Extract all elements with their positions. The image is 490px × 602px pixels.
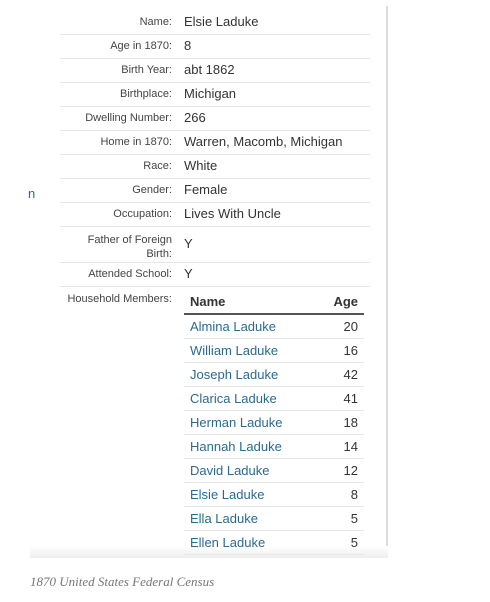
table-row: [184, 411, 364, 435]
household-label: Household Members:: [67, 293, 172, 305]
field-row-gender: [60, 178, 370, 203]
member-age: 18: [315, 411, 364, 435]
field-row-age: [60, 34, 370, 59]
source-collection-title: 1870 United States Federal Census: [30, 574, 215, 589]
member-name-link[interactable]: Elsie Laduke: [190, 487, 265, 502]
member-name-link[interactable]: Clarica Laduke: [190, 391, 277, 406]
panel-divider: [386, 6, 388, 558]
field-value: 8: [184, 38, 192, 53]
field-label: Home in 1870:: [100, 136, 172, 148]
table-row: [184, 387, 364, 411]
field-label: Gender:: [132, 184, 172, 196]
field-value: Elsie Laduke: [184, 14, 259, 29]
member-age: 5: [315, 531, 364, 555]
member-age: 5: [315, 507, 364, 531]
field-row-occupation: [60, 202, 370, 227]
member-age: 20: [315, 314, 364, 339]
member-name-link[interactable]: Ellen Laduke: [190, 535, 266, 550]
member-age: 41: [315, 387, 364, 411]
field-label: Age in 1870:: [110, 40, 172, 52]
table-row: [184, 435, 364, 459]
table-row: [184, 531, 364, 555]
member-name-link[interactable]: David Laduke: [190, 463, 270, 478]
table-header-row: [184, 290, 364, 314]
member-name-link[interactable]: Ella Laduke: [190, 511, 258, 526]
field-label: Birth Year:: [121, 64, 172, 76]
field-value: 266: [184, 110, 206, 125]
field-row-birthplace: [60, 82, 370, 107]
member-age: 12: [315, 459, 364, 483]
member-name-link[interactable]: Herman Laduke: [190, 415, 283, 430]
field-label: Race:: [143, 160, 172, 172]
table-row: [184, 339, 364, 363]
field-label: Birthplace:: [120, 88, 172, 100]
member-age: 42: [315, 363, 364, 387]
member-name-link[interactable]: Almina Laduke: [190, 319, 276, 334]
field-row-dwelling: [60, 106, 370, 131]
field-row-father-foreign: [60, 226, 370, 263]
table-row: [184, 507, 364, 531]
field-row-name: [60, 10, 370, 35]
field-label: Name:: [139, 16, 172, 28]
field-row-race: [60, 154, 370, 179]
member-age: 16: [315, 339, 364, 363]
table-row: [184, 314, 364, 339]
column-header-age: Age: [315, 290, 364, 314]
field-value: Warren, Macomb, Michigan: [184, 134, 343, 149]
table-row: [184, 483, 364, 507]
field-value: Female: [184, 182, 228, 197]
field-value: Y: [184, 266, 193, 281]
field-label: Attended School:: [88, 268, 172, 280]
side-nav-link[interactable]: n: [28, 186, 36, 201]
field-value: Y: [184, 236, 193, 251]
field-row-school: [60, 262, 370, 287]
field-value: Michigan: [184, 86, 237, 101]
field-label: Father of Foreign Birth:: [87, 234, 172, 260]
table-row: [184, 363, 364, 387]
field-label: Occupation:: [113, 208, 172, 220]
field-row-home: [60, 130, 370, 155]
column-header-name: Name: [184, 290, 315, 314]
member-age: 14: [315, 435, 364, 459]
household-table: [184, 290, 364, 555]
field-value: Lives With Uncle: [184, 206, 281, 221]
member-name-link[interactable]: William Laduke: [190, 343, 279, 358]
field-value: abt 1862: [184, 62, 235, 77]
field-row-birth-year: [60, 58, 370, 83]
field-value: White: [184, 158, 218, 173]
field-label: Dwelling Number:: [85, 112, 172, 124]
member-age: 8: [315, 483, 364, 507]
member-name-link[interactable]: Joseph Laduke: [190, 367, 279, 382]
member-name-link[interactable]: Hannah Laduke: [190, 439, 282, 454]
table-row: [184, 459, 364, 483]
